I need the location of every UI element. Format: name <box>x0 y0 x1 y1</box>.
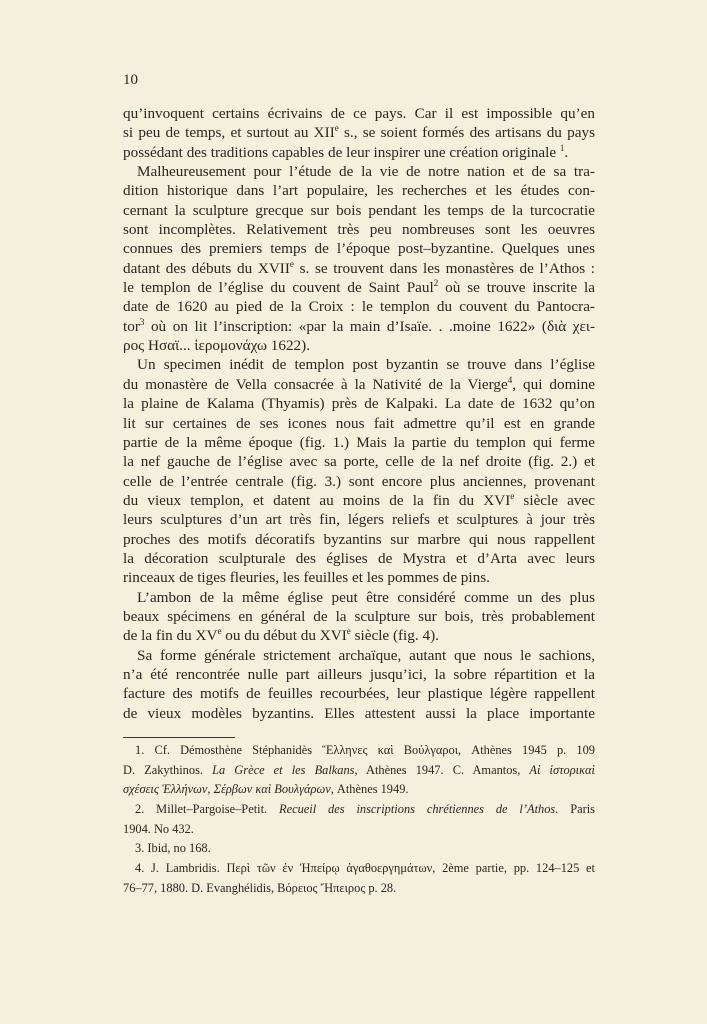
text-line <box>123 588 595 607</box>
text-line <box>123 684 595 703</box>
text-run: le templon de l’église du couvent de Saint Paul <box>123 279 434 297</box>
text-run: la plaine de Kalama (Thyamis) près de Kalpaki. La date de 1632 qu’on <box>123 395 595 413</box>
text-line <box>123 181 595 200</box>
text-run: si peu de temps, et surtout au XII <box>123 124 335 142</box>
footnote-divider <box>123 737 235 738</box>
footnote-ref: e <box>510 490 515 501</box>
footnote-line <box>123 741 595 761</box>
text-line <box>123 626 595 645</box>
text-run: où on lit l’inscription: «par la main d’Isaïe. . .moine 1622» (διὰ χει- <box>144 317 595 335</box>
text-run: 4. J. Lambridis. Περὶ τῶν ἐν Ἠπείρῳ ἀγαθοεργημάτων, 2ème partie, pp. 124–125 et <box>135 861 595 876</box>
footnote-line <box>123 761 595 781</box>
text-run: 1904. No 432. <box>123 821 194 836</box>
text-line <box>123 472 595 491</box>
text-run: du vieux templon, et datent au moins de la fin du XVI <box>123 491 511 509</box>
footnote-ref: e <box>289 258 294 269</box>
text-run: 2. Millet–Pargoise–Petit. <box>135 802 280 817</box>
italic-text: σχέσεις Ἑλλήνων, Σέρβων καὶ Βουλγάρων <box>123 782 331 797</box>
footnotes <box>123 741 595 899</box>
text-run: leurs sculptures d’un art très fin, légers reliefs et sculptures à jour très <box>123 511 595 529</box>
text-run: ρος Ησαϊ... ἱερομονάχω 1622). <box>123 337 310 355</box>
text-run: de la fin du XV <box>123 627 218 645</box>
text-run: ou du début du XVI <box>221 627 347 645</box>
text-run: proches des motifs décoratifs byzantins sur marbre qui nous rappellent <box>123 530 595 548</box>
page-number: 10 <box>123 72 138 88</box>
text-run: possédant des traditions capables de leur inspirer une création originale <box>123 143 560 161</box>
text-run: 76–77, 1880. D. Evanghélidis, Βόρειος Ἤπειρος p. 28. <box>123 880 397 895</box>
text-line <box>123 297 595 316</box>
text-run: 1. Cf. Démosthène Stéphanidès Ἕλληνες καὶ Βούλγαροι, Athènes 1945 p. 109 <box>135 743 595 757</box>
text-run: siècle avec <box>514 491 595 509</box>
text-line <box>123 123 595 142</box>
text-run: n’a été rencontrée nulle part ailleurs jusqu’ici, la sobre répartition et la <box>123 665 595 683</box>
text-run: celle de l’entrée centrale (fig. 3.) sont encore plus anciennes, provenant <box>123 472 595 490</box>
text-run: facture des motifs de feuilles recourbées, leur plastique légère rappellent <box>123 685 595 703</box>
text-line <box>123 162 595 181</box>
text-run: la décoration sculpturale des églises de Mystra et d’Arta avec leurs <box>123 549 595 567</box>
footnote-line <box>123 780 595 800</box>
text-line <box>123 568 595 587</box>
text-line <box>123 549 595 568</box>
text-run: datant des débuts du XVII <box>123 259 290 277</box>
text-run: L’ambon de la même église peut être considéré comme un des plus <box>137 588 595 606</box>
text-run: qu’invoquent certains écrivains de ce pays. Car il est impossible qu’en <box>123 105 595 122</box>
text-line <box>123 665 595 684</box>
text-line <box>123 414 595 433</box>
footnote-ref: 4 <box>507 374 513 385</box>
text-line <box>123 278 595 297</box>
text-run: Malheureusement pour l’étude de la vie de notre nation et de sa tra- <box>137 163 595 181</box>
text-run: . <box>564 143 569 161</box>
text-line <box>123 433 595 452</box>
footnote-ref: 2 <box>433 278 439 289</box>
text-run: s., se soient formés des artisans du pays <box>338 124 595 142</box>
text-run: tor <box>123 317 140 335</box>
text-run: 3. Ibid, no 168. <box>135 841 211 856</box>
footnote-line <box>123 820 595 840</box>
footnote-ref: e <box>217 626 222 637</box>
text-line <box>123 317 595 336</box>
text-line <box>123 336 595 355</box>
text-run: s. se trouvent dans les monastères de l’Athos : <box>293 259 595 277</box>
text-line <box>123 239 595 258</box>
text-run: Un specimen inédit de templon post byzantin se trouve dans l’église <box>137 356 595 374</box>
text-run: la nef gauche de l’église avec sa porte, celle de la nef droite (fig. 2.) et <box>123 453 595 471</box>
text-line <box>123 704 595 723</box>
text-run: du monastère de Vella consacrée à la Nativité de la Vierge <box>123 375 508 393</box>
text-run: cernant la sculpture grecque sur bois pendant les temps de la turcocratie <box>123 201 595 219</box>
text-line <box>123 491 595 510</box>
text-line <box>123 394 595 413</box>
footnote-line <box>123 800 595 820</box>
italic-text: Αἱ ἱστορικαὶ <box>529 762 596 777</box>
footnote-ref: e <box>346 626 351 637</box>
text-line <box>123 607 595 626</box>
text-line <box>123 143 595 162</box>
text-line <box>123 259 595 278</box>
footnote-line <box>123 839 595 859</box>
text-line <box>123 452 595 471</box>
footnote-ref: 1 <box>559 142 565 153</box>
text-run: D. Zakythinos. <box>123 762 213 777</box>
text-run: où se trouve inscrite la <box>438 279 595 297</box>
text-line <box>123 220 595 239</box>
text-run: lit sur certaines de ses icones nous fait admettre qu’il est en grande <box>123 414 595 432</box>
text-run: partie de la même époque (fig. 1.) Mais la partie du templon qui ferme <box>123 433 595 451</box>
text-run: rinceaux de tiges fleuries, les feuilles et les pommes de pins. <box>123 569 490 587</box>
italic-text: Recueil des inscriptions chrétiennes de l’Athos <box>279 802 556 817</box>
text-run: . Paris <box>555 802 595 817</box>
text-run: siècle (fig. 4). <box>350 627 439 645</box>
text-run: sont incomplètes. Relativement très peu nombreuses sont les oeuvres <box>123 221 595 239</box>
footnote-line <box>123 859 595 879</box>
text-line <box>123 646 595 665</box>
text-line <box>123 355 595 374</box>
footnote-ref: e <box>334 123 339 134</box>
text-run: , Athènes 1949. <box>330 782 409 797</box>
body-text <box>123 104 595 723</box>
text-run: , qui domine <box>512 375 595 393</box>
text-line <box>123 375 595 394</box>
text-run: date de 1620 au pied de la Croix : le templon du couvent du Pantocra- <box>123 298 595 316</box>
text-run: dition historique dans l’art populaire, les recherches et les études con- <box>123 182 595 200</box>
text-run: beaux spécimens en général de la sculpture sur bois, très probablement <box>123 607 595 625</box>
footnote-ref: 3 <box>139 316 145 327</box>
text-line <box>123 104 595 123</box>
text-line <box>123 510 595 529</box>
italic-text: La Grèce et les Balkans <box>212 762 355 777</box>
text-line <box>123 530 595 549</box>
text-run: de vieux modèles byzantins. Elles attestent aussi la place importante <box>123 704 595 722</box>
text-run: connues des premiers temps de l’époque post–byzantine. Quelques unes <box>123 240 595 258</box>
footnote-line <box>123 879 595 899</box>
text-line <box>123 201 595 220</box>
text-run: Sa forme générale strictement archaïque, autant que nous le sachions, <box>137 646 595 664</box>
text-run: , Athènes 1947. C. Amantos, <box>354 762 530 777</box>
